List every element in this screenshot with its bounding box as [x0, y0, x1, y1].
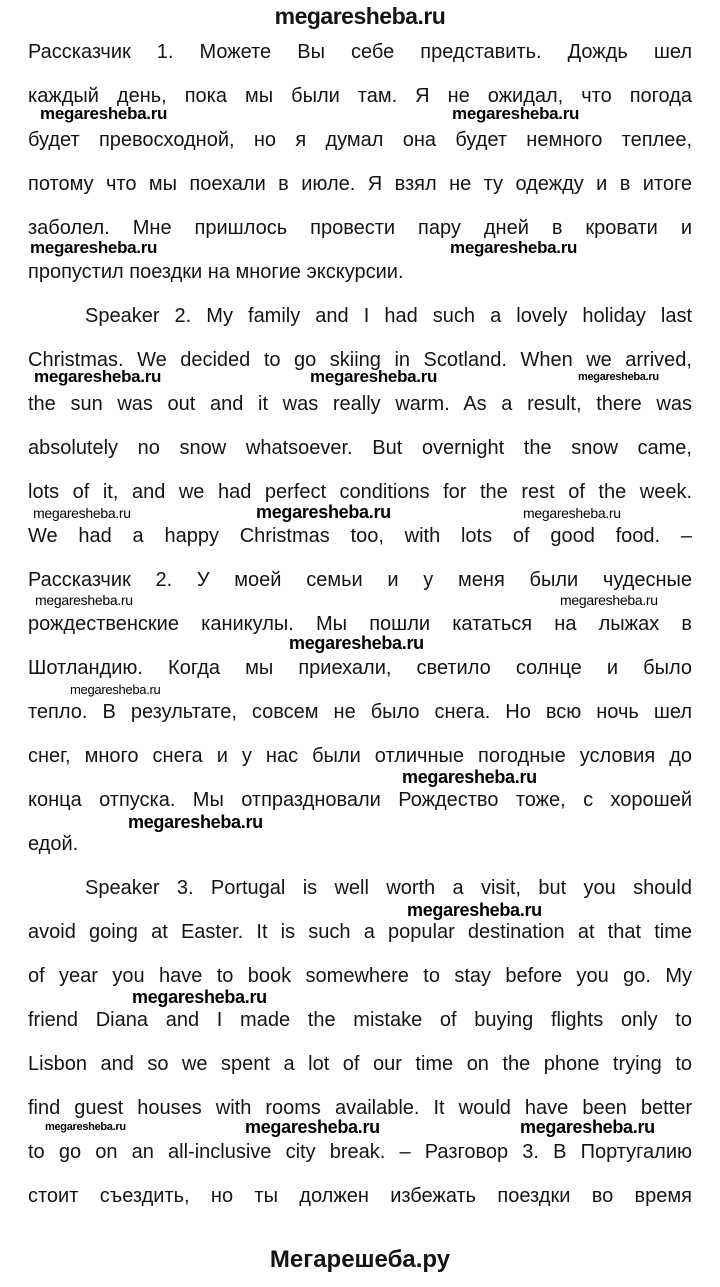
- text-line: конца отпуска. Мы отпраздновали Рождество тоже, с хорошей: [28, 789, 692, 811]
- watermark: megaresheba.ru: [35, 592, 133, 608]
- site-watermark-header: megaresheba.ru: [274, 3, 446, 29]
- watermark: megaresheba.ru: [40, 104, 168, 123]
- text-line: будет превосходной, но я думал она будет немного теплее,: [28, 129, 692, 151]
- text-line: to go on an all-inclusive city break. – Разговор 3. В Португалию: [28, 1141, 692, 1163]
- text-line: потому что мы поехали в июле. Я взял не ту одежду и в итоге: [28, 173, 692, 195]
- watermark: megaresheba.ru: [523, 505, 621, 521]
- text-line: friend Diana and I made the mistake of buying flights only to: [28, 1009, 692, 1031]
- text-line: Рассказчик 1. Можете Вы себе представить. Дождь шел: [28, 41, 692, 63]
- watermark: megaresheba.ru: [128, 812, 263, 832]
- watermark: megaresheba.ru: [407, 900, 542, 920]
- text-line: каждый день, пока мы были там. Я не ожидал, что погода: [28, 85, 692, 107]
- text-line: Speaker 2. My family and I had such a lovely holiday last: [85, 305, 692, 327]
- watermark: megaresheba.ru: [256, 502, 391, 522]
- watermark: megaresheba.ru: [45, 1121, 126, 1133]
- text-line: едой.: [28, 833, 79, 855]
- text-line: заболел. Мне пришлось провести пару дней в кровати и: [28, 217, 692, 239]
- watermark: megaresheba.ru: [289, 633, 424, 653]
- text-line: Рассказчик 2. У моей семьи и у меня были чудесные: [28, 569, 692, 591]
- text-line: Lisbon and so we spent a lot of our time on the phone trying to: [28, 1053, 692, 1075]
- transcript-text: [28, 30, 692, 1218]
- watermark: megaresheba.ru: [452, 104, 580, 123]
- text-line: снег, много снега и у нас были отличные погодные условия до: [28, 745, 692, 767]
- text-line: absolutely no snow whatsoever. But overnight the snow came,: [28, 437, 692, 459]
- watermark: megaresheba.ru: [310, 367, 438, 386]
- watermark: megaresheba.ru: [33, 505, 131, 521]
- text-line: avoid going at Easter. It is such a popular destination at that time: [28, 921, 692, 943]
- text-line: lots of it, and we had perfect conditions for the rest of the week.: [28, 481, 692, 503]
- site-watermark-footer: Мегарешеба.ру: [269, 1246, 451, 1273]
- watermark: megaresheba.ru: [578, 371, 659, 383]
- watermark: megaresheba.ru: [70, 682, 161, 697]
- watermark: megaresheba.ru: [520, 1117, 655, 1137]
- watermark: megaresheba.ru: [245, 1117, 380, 1137]
- text-line: стоит съездить, но ты должен избежать поездки во время: [28, 1185, 692, 1207]
- text-line: the sun was out and it was really warm. As a result, there was: [28, 393, 692, 415]
- watermark: megaresheba.ru: [34, 367, 162, 386]
- watermark: megaresheba.ru: [30, 238, 158, 257]
- watermark: megaresheba.ru: [450, 238, 578, 257]
- text-line: рождественские каникулы. Мы пошли кататься на лыжах в: [28, 613, 692, 635]
- text-line: We had a happy Christmas too, with lots of good food. –: [28, 525, 692, 547]
- text-line: Шотландию. Когда мы приехали, светило солнце и было: [28, 657, 692, 679]
- text-line: Speaker 3. Portugal is well worth a visit, but you should: [85, 877, 692, 899]
- text-line: тепло. В результате, совсем не было снега. Но всю ночь шел: [28, 701, 692, 723]
- text-line: find guest houses with rooms available. It would have been better: [28, 1097, 692, 1119]
- text-line: of year you have to book somewhere to stay before you go. My: [28, 965, 692, 987]
- watermark: megaresheba.ru: [560, 592, 658, 608]
- watermark: megaresheba.ru: [132, 987, 267, 1007]
- text-line: Christmas. We decided to go skiing in Scotland. When we arrived,: [28, 349, 692, 371]
- watermark: megaresheba.ru: [402, 767, 537, 787]
- text-line: пропустил поездки на многие экскурсии.: [28, 261, 404, 283]
